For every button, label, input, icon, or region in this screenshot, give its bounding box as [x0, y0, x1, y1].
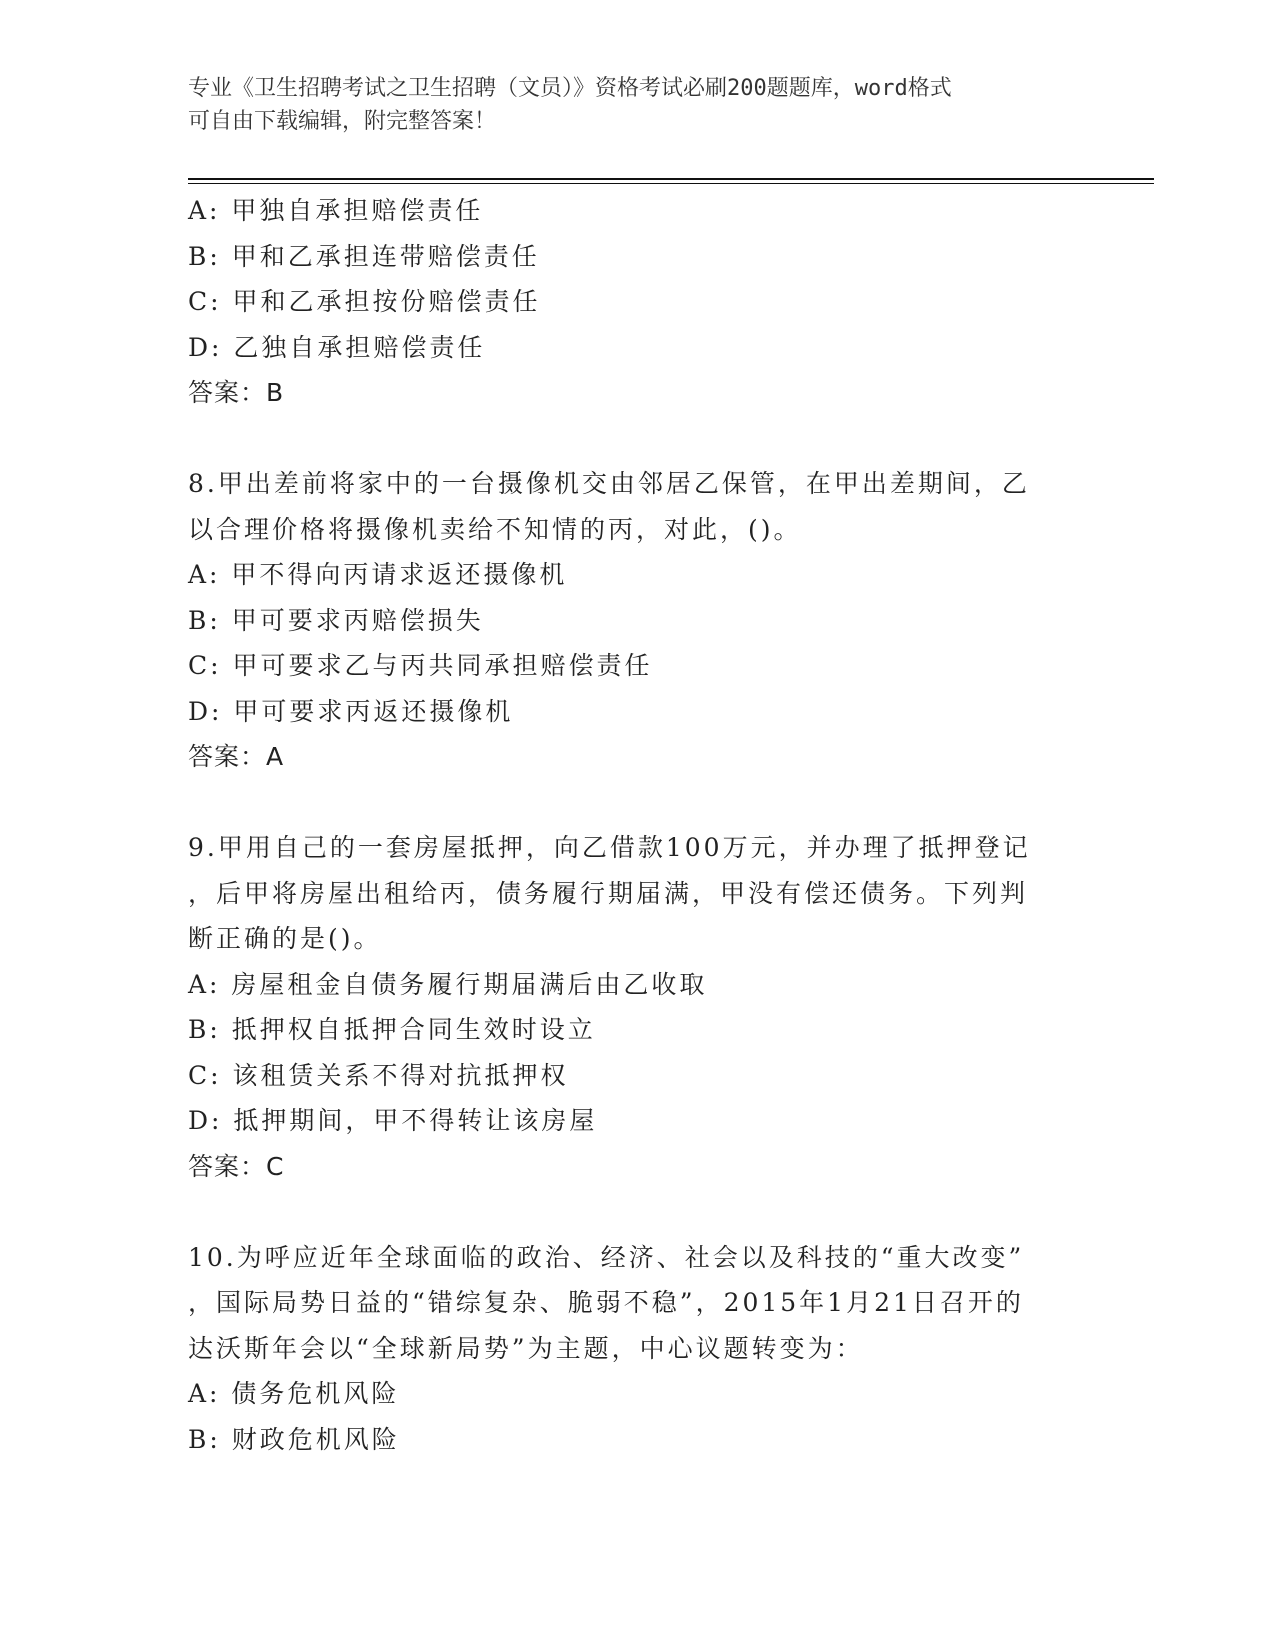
question-7	[188, 188, 1088, 416]
header-line-2: 可自由下载编辑，附完整答案！	[188, 109, 497, 134]
option-d: D: 乙独自承担赔偿责任	[188, 332, 486, 362]
document-header	[188, 72, 1088, 138]
question-8	[188, 461, 1088, 780]
question-stem-line: ，国际局势日益的“错综复杂、脆弱不稳”，2015年1月21日召开的	[188, 1288, 1024, 1317]
spacer	[188, 416, 1088, 462]
question-stem-line: 10.为呼应近年全球面临的政治、经济、社会以及科技的“重大改变”	[188, 1242, 1025, 1272]
answer: 答案：B	[188, 378, 285, 407]
answer: 答案：C	[188, 1151, 285, 1181]
question-stem-line: ，后甲将房屋出租给丙，债务履行期届满，甲没有偿还债务。下列判	[188, 878, 1029, 908]
option-a: A: 房屋租金自债务履行期届满后由乙收取	[188, 969, 708, 999]
spacer	[188, 1189, 1088, 1235]
option-b: B: 甲和乙承担连带赔偿责任	[188, 241, 540, 271]
option-a: A: 甲独自承担赔偿责任	[188, 196, 484, 225]
question-10	[188, 1235, 1088, 1463]
question-9	[188, 825, 1088, 1189]
spacer	[188, 780, 1088, 826]
option-b: B: 甲可要求丙赔偿损失	[188, 605, 484, 635]
answer: 答案：A	[188, 742, 285, 771]
option-b: B: 财政危机风险	[188, 1424, 400, 1454]
option-d: D: 甲可要求丙返还摄像机	[188, 696, 514, 726]
question-stem-line: 达沃斯年会以“全球新局势”为主题，中心议题转变为：	[188, 1333, 864, 1363]
header-divider-thick	[188, 178, 1154, 180]
option-c: C: 该租赁关系不得对抗抵押权	[188, 1060, 569, 1090]
question-stem-line: 断正确的是()。	[188, 924, 382, 953]
option-c: C: 甲和乙承担按份赔偿责任	[188, 287, 541, 316]
header-divider-thin	[188, 183, 1154, 184]
option-a: A: 甲不得向丙请求返还摄像机	[188, 560, 568, 589]
question-stem-line: 9.甲用自己的一套房屋抵押，向乙借款100万元，并办理了抵押登记	[188, 833, 1031, 862]
question-stem-line: 8.甲出差前将家中的一台摄像机交由邻居乙保管，在甲出差期间，乙	[188, 469, 1030, 498]
question-list	[188, 188, 1088, 1462]
header-line-1: 专业《卫生招聘考试之卫生招聘（文员）》资格考试必刷200题题库，word格式	[188, 76, 952, 101]
option-c: C: 甲可要求乙与丙共同承担赔偿责任	[188, 651, 653, 680]
question-stem-line: 以合理价格将摄像机卖给不知情的丙，对此，()。	[188, 514, 802, 544]
option-b: B: 抵押权自抵押合同生效时设立	[188, 1015, 596, 1044]
option-a: A: 债务危机风险	[188, 1379, 400, 1408]
option-d: D: 抵押期间，甲不得转让该房屋	[188, 1106, 598, 1135]
